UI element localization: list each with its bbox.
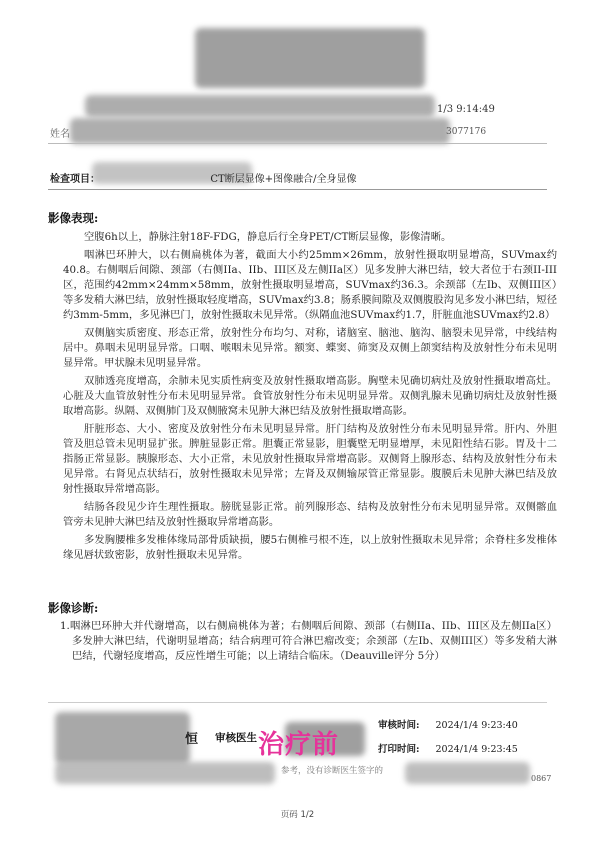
review-time (378, 717, 518, 731)
findings-paragraph: 双肺透亮度增高，余肺未见实质性病变及放射性摄取增高影。胸壁未见确切病灶及放射性摄取增高灶。心脏及大血管放射性分布未见明显异常。食管放射性分布未见明显异常。双侧乳腺未见确切病灶及放射性摄取增高影。纵隔、双侧肺门及双侧腋窝未见肿大淋巴结及放射性摄取增高影。 (63, 375, 557, 417)
redacted-footer-id (405, 762, 530, 784)
print-time (378, 741, 518, 755)
exam-label: 检查项目： (50, 174, 100, 185)
diagnosis-heading: 影像诊断: (48, 601, 99, 615)
redacted-header-text (85, 95, 435, 117)
report-time-fragment: 1/3 9:14:49 (437, 104, 495, 115)
findings-paragraph: 结肠各段见少许生理性摄取。膀胱显影正常。前列腺形态、结构及放射性分布未见明显异常。双侧髂血管旁未见肿大淋巴结及放射性摄取异常增高影。 (63, 501, 557, 528)
treatment-stamp: 治疗前 (258, 730, 340, 760)
exam-value: CT断层显像+图像融合/全身显像 (210, 174, 357, 185)
redacted-footer-note (55, 762, 275, 784)
diagnosis-body (60, 619, 557, 664)
reviewer-label: 审核医生 (215, 732, 257, 744)
findings-heading: 影像表现: (48, 211, 99, 225)
exam-divider (48, 189, 547, 190)
signature-char: 恒 (185, 732, 199, 747)
diagnosis-item: 1.咽淋巴环肿大并代谢增高，以右侧扁桃体为著；右侧咽后间隙、颈部（右侧IIa、IIb、III区及左侧IIa区）多发肿大淋巴结，代谢明显增高；结合病理可符合淋巴瘤改变；余颈部（左Ib、双侧III区）等多发稍大淋巴结，代谢轻度增高，反应性增生可能；以上请结合临床。（Deauville评分 5分） (60, 620, 557, 662)
review-time-value: 2024/1/4 9:23:40 (435, 720, 518, 731)
page-number: 页码 1/2 (280, 810, 315, 820)
footer-id-tail: 0867 (531, 774, 552, 783)
findings-paragraph: 空腹6h以上，静脉注射18F-FDG，静息后行全身PET/CT断层显像，影像清晰。 (84, 231, 452, 243)
reference-note: 参考，没有诊断医生签字的 (281, 766, 384, 776)
findings-paragraph: 肝脏形态、大小、密度及放射性分布未见明显异常。肝门结构及放射性分布未见明显异常。肝内、外胆管及胆总管未见明显扩张。脾脏显影正常。胆囊正常显影，胆囊壁无明显增厚，未见阳性结石影。胃及十二指肠正常显影。胰腺形态、大小正常，未见放射性摄取异常增高影。双侧肾上腺形态、结构及放射性分布未见异常。右肾见点状结石，放射性摄取未见异常；左肾及双侧输尿管正常显影。腹膜后未见肿大淋巴结及放射性摄取异常增高影。 (63, 423, 557, 495)
redacted-footer-left (55, 712, 190, 764)
name-label: 姓名 (50, 129, 70, 140)
findings-paragraph: 咽淋巴环肿大，以右侧扁桃体为著，截面大小约25mm×26mm，放射性摄取明显增高，SUVmax约40.8。右侧咽后间隙、颈部（右侧IIa、IIb、III区及左侧IIa区）见多发肿大淋巴结，较大者位于右颈II-III区，范围约42mm×24mm×58mm，放射性摄取明显增高，SUVmax约36.3。余颈部（左Ib、双侧III区）等多发稍大淋巴结，放射性摄取轻度增高，SUVmax约3.8；肠系膜间隙及双侧腹股沟见多发小淋巴结，短径约3mm-5mm，多见淋巴门，放射性摄取未见异常。（纵隔血池SUVmax约1.7，肝脏血池SUVmax约2.8） (63, 249, 557, 321)
redacted-patient-info (70, 118, 450, 144)
redacted-hospital-logo (195, 28, 425, 88)
findings-body (63, 230, 557, 566)
header-divider (48, 143, 547, 144)
findings-paragraph: 双侧脑实质密度、形态正常，放射性分布均匀、对称，诸脑室、脑池、脑沟、脑裂未见异常，中线结构居中。鼻咽未见明显异常。口咽、喉咽未见异常。额窦、蝶窦、筛窦及双侧上颌窦结构及放射性分布未见明显异常。甲状腺未见明显异常。 (63, 327, 557, 369)
exam-row (50, 170, 356, 185)
findings-paragraph: 多发胸腰椎多发椎体缘局部骨质缺损，腰5右侧椎弓根不连，以上放射性摄取未见异常；余脊柱多发椎体缘见唇状致密影，放射性摄取未见异常。 (63, 534, 557, 561)
patient-id-fragment: 3077176 (446, 127, 487, 137)
print-time-label: 打印时间: (378, 744, 420, 755)
review-time-label: 审核时间: (378, 720, 420, 731)
print-time-value: 2024/1/4 9:23:45 (435, 744, 518, 755)
footer-divider (48, 702, 547, 703)
